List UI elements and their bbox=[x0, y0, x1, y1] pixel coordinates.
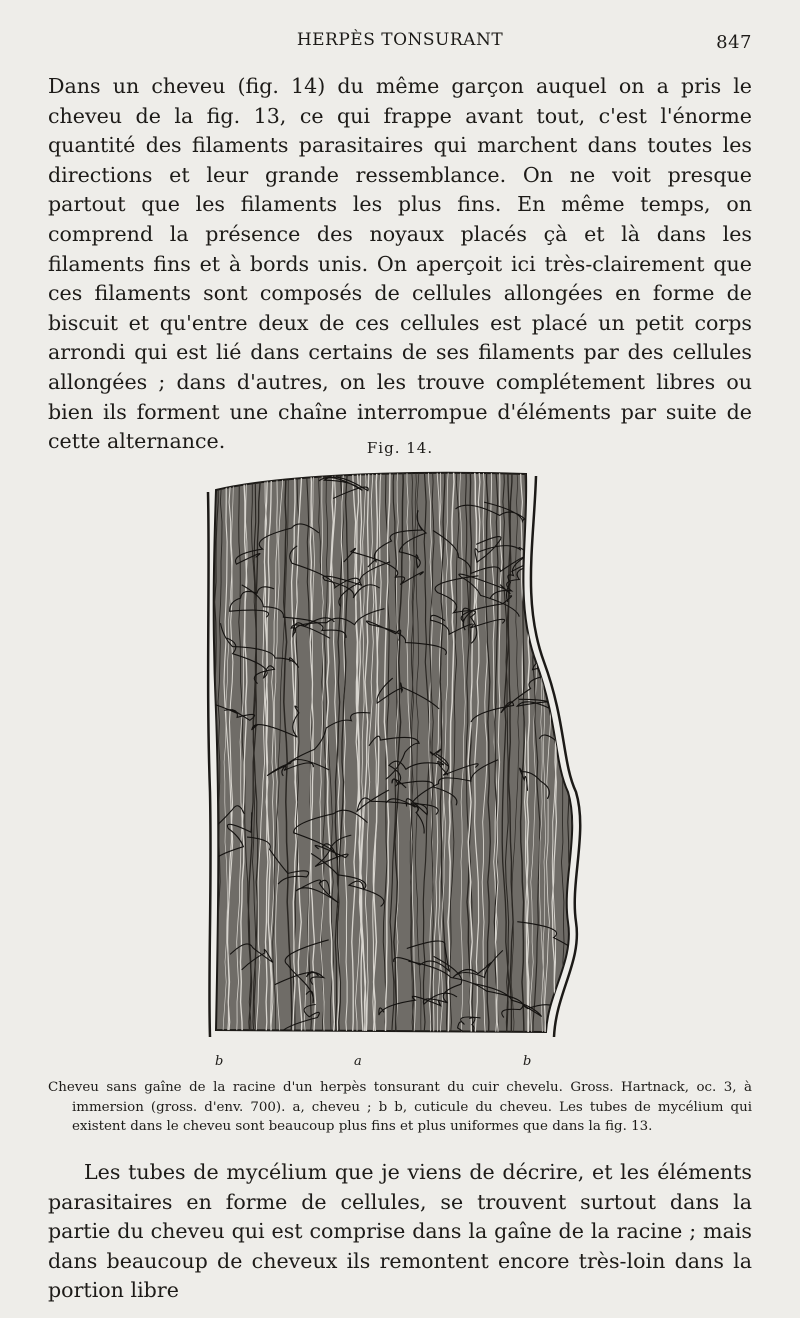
marker-a: a bbox=[354, 1054, 362, 1069]
page-number: 847 bbox=[716, 32, 752, 53]
cuticle-outline bbox=[208, 492, 211, 1037]
figure-label: Fig. 14. bbox=[366, 439, 434, 457]
hair-fibre-line bbox=[575, 462, 586, 1042]
figure-caption: Cheveu sans gaîne de la racine d'un herpès tonsurant du cuir chevelu. Gross. Hartnack, oc. 3, à immersion (gross. d'env. 700). a, cheveu ; b b, cuticule du cheveu. Les tubes de mycélium qui existent dans le cheveu sont beaucoup plus fins et plus uniformes que dans la fig. 13. bbox=[48, 1080, 752, 1134]
hair-illustration bbox=[196, 462, 592, 1047]
body-paragraph-2: Les tubes de mycélium que je viens de décrire, et les éléments parasitaires en forme de cellules, se trouvent surtout dans la partie du cheveu qui est comprise dans la gaîne de la racine ; mais dans beaucoup de cheveux ils remontent encore très-loin dans la portion libre bbox=[48, 1160, 752, 1303]
running-title: HERPÈS TONSURANT bbox=[296, 30, 504, 50]
marker-b-right: b bbox=[523, 1054, 532, 1069]
marker-b-left: b bbox=[215, 1054, 224, 1069]
running-head bbox=[48, 30, 752, 58]
body-paragraph-1: Dans un cheveu (fig. 14) du même garçon auquel on a pris le cheveu de la fig. 13, ce qui frappe avant tout, c'est l'énorme quantité des filaments parasitaires qui marchent dans toutes les directions et leur grande ressemblance. On ne voit presque partout que les filaments les plus fins. En même temps, on comprend la présence des noyaux placés çà et là dans les filaments fins et à bords unis. On aperçoit ici très-clairement que ces filaments sont composés de cellules allongées en forme de biscuit et qu'entre deux de ces cellules est placé un petit corps arrondi qui est lié dans certains de ses filaments par des cellules allongées ; dans d'autres, on les trouve complétement libres ou bien ils forment une chaîne interrompue d'éléments par suite de cette alternance. bbox=[48, 74, 752, 454]
